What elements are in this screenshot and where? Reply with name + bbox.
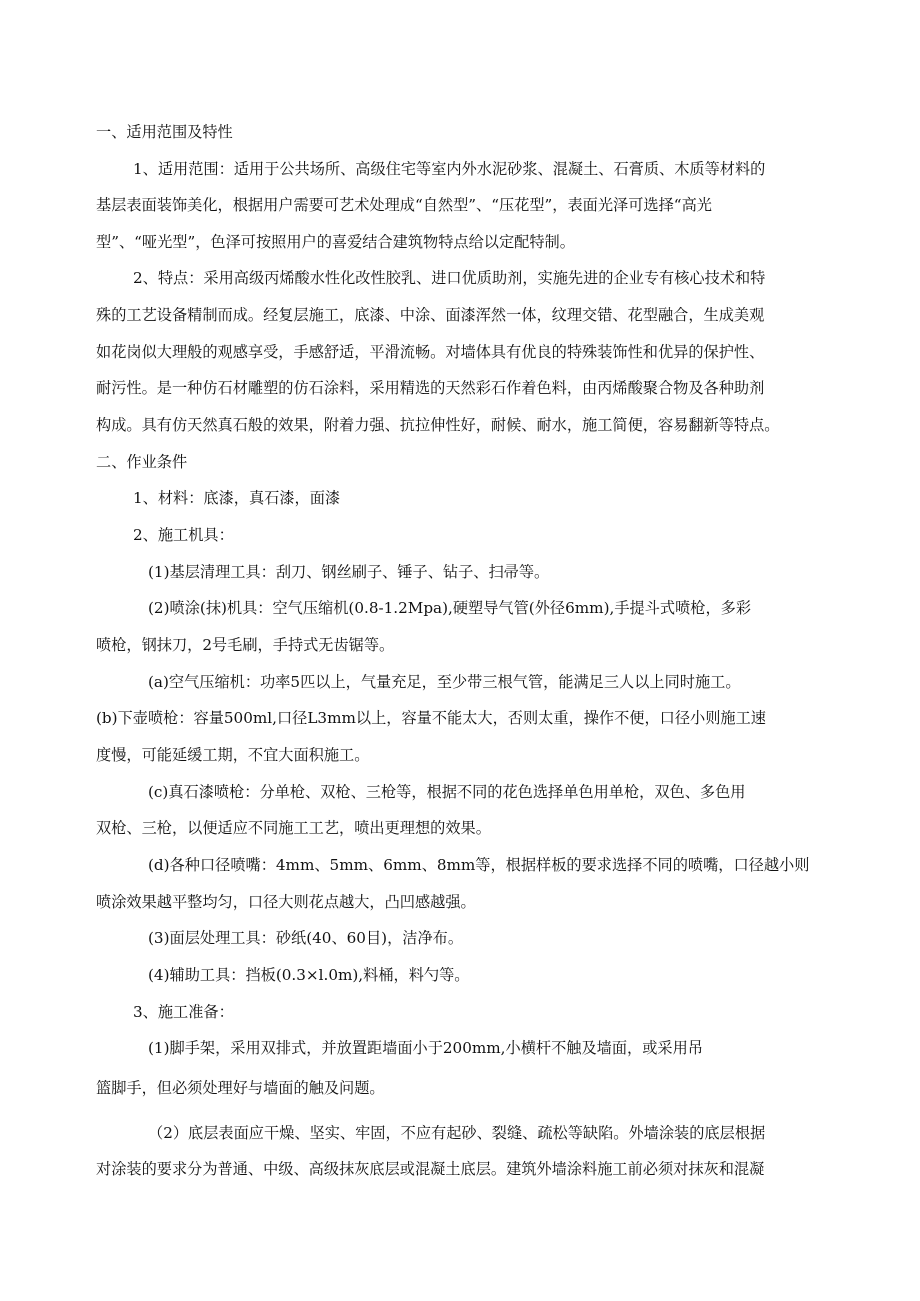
section-heading-1: 一、适用范围及特性 xyxy=(96,123,233,141)
list-item: (a)空气压缩机：功率5匹以上，气量充足，至少带三根气管，能满足三人以上同时施工。 xyxy=(148,673,741,691)
paragraph-line: 殊的工艺设备精制而成。经复层施工，底漆、中涂、面漆浑然一体，纹理交错、花型融合，生成美观 xyxy=(96,306,765,324)
list-item: (4)辅助工具：挡板(0.3×l.0m),料桶，料勺等。 xyxy=(148,966,470,984)
list-item: 喷枪，钢抹刀，2号毛刷，手持式无齿锯等。 xyxy=(96,636,395,654)
paragraph-line: 构成。具有仿天然真石般的效果，附着力强、抗拉伸性好，耐候、耐水，施工简便，容易翻新等特点。 xyxy=(96,416,780,434)
list-item: (c)真石漆喷枪：分单枪、双枪、三枪等，根据不同的花色选择单色用单枪，双色、多色用 xyxy=(148,783,746,801)
paragraph-line: 2、特点：采用高级丙烯酸水性化改性胶乳、进口优质助剂，实施先进的企业专有核心技术和特 xyxy=(133,269,766,287)
paragraph-line: 对涂装的要求分为普通、中级、高级抹灰底层或混凝土底层。建筑外墙涂料施工前必须对抹灰和混凝 xyxy=(96,1160,765,1178)
paragraph-line: 1、适用范围：适用于公共场所、高级住宅等室内外水泥砂浆、混凝土、石膏质、木质等材料的 xyxy=(133,160,766,178)
list-item: 3、施工准备： xyxy=(133,1003,234,1021)
list-item: 喷涂效果越平整均匀，口径大则花点越大，凸凹感越强。 xyxy=(96,893,476,911)
paragraph-line: 如花岗似大理般的观感享受，手感舒适，平滑流畅。对墙体具有优良的特殊装饰性和优异的保护性、 xyxy=(96,343,765,361)
list-item: (2)喷涂(抹)机具：空气压缩机(0.8-1.2Mpa),硬塑导气管(外径6mm),手提斗式喷枪，多彩 xyxy=(148,599,752,617)
paragraph-line: （2）底层表面应干燥、坚实、牢固，不应有起砂、裂缝、疏松等缺陷。外墙涂装的底层根据 xyxy=(148,1124,766,1142)
section-heading-2: 二、作业条件 xyxy=(96,453,188,471)
list-item: (3)面层处理工具：砂纸(40、60目)，洁净布。 xyxy=(148,929,464,947)
list-item: (b)下壶喷枪：容量500ml,口径L3mm以上，容量不能太大，否则太重，操作不便，口径小则施工速 xyxy=(96,709,766,727)
list-item: 双枪、三枪，以便适应不同施工工艺，喷出更理想的效果。 xyxy=(96,819,491,837)
list-item: 篮脚手，但必须处理好与墙面的触及问题。 xyxy=(96,1079,385,1097)
paragraph-line: 耐污性。是一种仿石材雕塑的仿石涂料，采用精选的天然彩石作着色料，由丙烯酸聚合物及各种助剂 xyxy=(96,379,765,397)
list-item: (d)各种口径喷嘴：4mm、5mm、6mm、8mm等，根据样板的要求选择不同的喷嘴，口径越小则 xyxy=(148,856,810,874)
list-item: 2、施工机具： xyxy=(133,526,234,544)
list-item: (1)脚手架，采用双排式，并放置距墙面小于200mm,小横杆不触及墙面，或采用吊 xyxy=(148,1039,703,1057)
list-item: 1、材料：底漆，真石漆，面漆 xyxy=(133,489,341,507)
list-item: 度慢，可能延缓工期，不宜大面积施工。 xyxy=(96,746,370,764)
paragraph-line: 基层表面装饰美化，根据用户需要可艺术处理成“自然型”、“压花型”，表面光泽可选择“高光 xyxy=(96,196,712,214)
list-item: (1)基层清理工具：刮刀、钢丝刷子、锤子、钻子、扫帚等。 xyxy=(148,563,550,581)
paragraph-line: 型”、“哑光型”，色泽可按照用户的喜爱结合建筑物特点给以定配特制。 xyxy=(96,233,575,251)
